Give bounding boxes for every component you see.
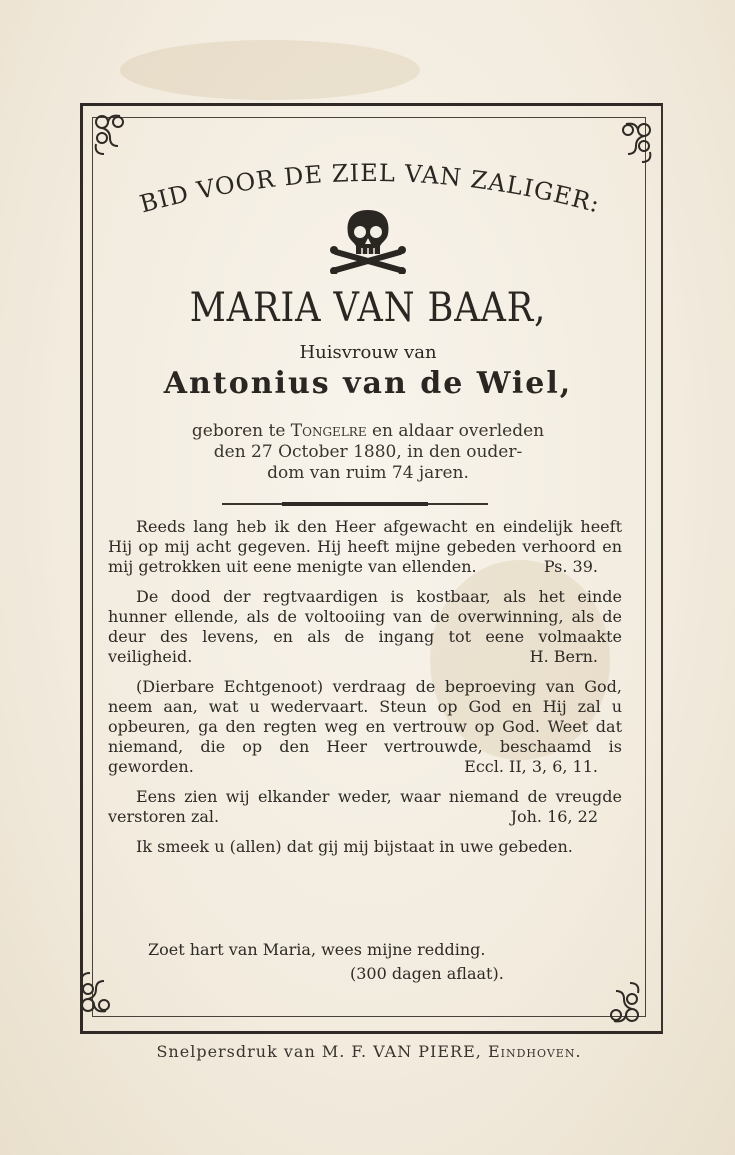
verse-citation: Joh. 16, 22 bbox=[510, 807, 598, 826]
verse-citation: Eccl. II, 3, 6, 11. bbox=[464, 757, 598, 776]
verse-citation: H. Bern. bbox=[529, 647, 598, 666]
verse-paragraph bbox=[108, 677, 622, 777]
prayer-line: Zoet hart van Maria, wees mijne redding. bbox=[148, 940, 486, 959]
printer-text: Snelpersdruk van M. F. VAN PIERE, bbox=[156, 1042, 488, 1061]
verse-text: De dood der regtvaardigen is kostbaar, als het einde hunner ellende, als de voltooiing van de overwinning, als de deur des levens, en als de ingang tot eene volmaakte veiligheid. bbox=[108, 587, 622, 666]
relation-label: Huisvrouw van bbox=[299, 342, 437, 363]
skull-crossbones-icon bbox=[330, 208, 406, 274]
printer-city: Eindhoven. bbox=[487, 1042, 582, 1061]
verse-text: Reeds lang heb ik den Heer afgewacht en eindelijk heeft Hij op mij acht gegeven. Hij heeft mijne gebeden verhoord en mij getrokken uit eene menigte van ellenden. bbox=[108, 517, 622, 576]
verse-citation: Ps. 39. bbox=[543, 557, 598, 576]
spouse-name: Antonius van de Wiel, bbox=[163, 366, 573, 401]
indulgence-line: (300 dagen aflaat). bbox=[350, 964, 504, 983]
divider-rule bbox=[222, 503, 488, 505]
verse-paragraph bbox=[108, 517, 622, 577]
paper-stain bbox=[120, 40, 420, 100]
heading-text: BID VOOR DE ZIEL VAN ZALIGER: bbox=[136, 158, 604, 219]
verse-text: Ik smeek u (allen) dat gij mij bijstaat in uwe gebeden. bbox=[136, 837, 573, 856]
verses bbox=[108, 517, 622, 865]
verse-paragraph bbox=[108, 787, 622, 827]
verse-paragraph bbox=[108, 837, 622, 857]
deceased-name: MARIA VAN BAAR, bbox=[189, 285, 547, 331]
prayer bbox=[108, 938, 622, 986]
verse-text: (Dierbare Echtgenoot) verdraag de beproeving van God, neem aan, wat u wedervaart. Steun op God en Hij zal u opbeuren, ga den regten weg en vertrouw op God. Weet dat niemand, die op den Heer vertrouwde, beschaamd is geworden. bbox=[108, 677, 622, 776]
verse-text: Eens zien wij elkander weder, waar niemand de vreugde verstoren zal. bbox=[108, 787, 622, 826]
death-date-line: den 27 October 1880, in den ouder- bbox=[213, 442, 523, 462]
age-line: dom van ruim 74 jaren. bbox=[267, 463, 469, 483]
born-text: en aldaar overleden bbox=[366, 421, 545, 441]
birth-death-details bbox=[92, 421, 644, 484]
verse-paragraph bbox=[108, 587, 622, 667]
born-place: Tongelre bbox=[290, 421, 367, 441]
born-text: geboren te bbox=[191, 421, 291, 441]
corner-ornament-icon bbox=[90, 110, 142, 162]
printer-imprint bbox=[80, 1042, 658, 1061]
